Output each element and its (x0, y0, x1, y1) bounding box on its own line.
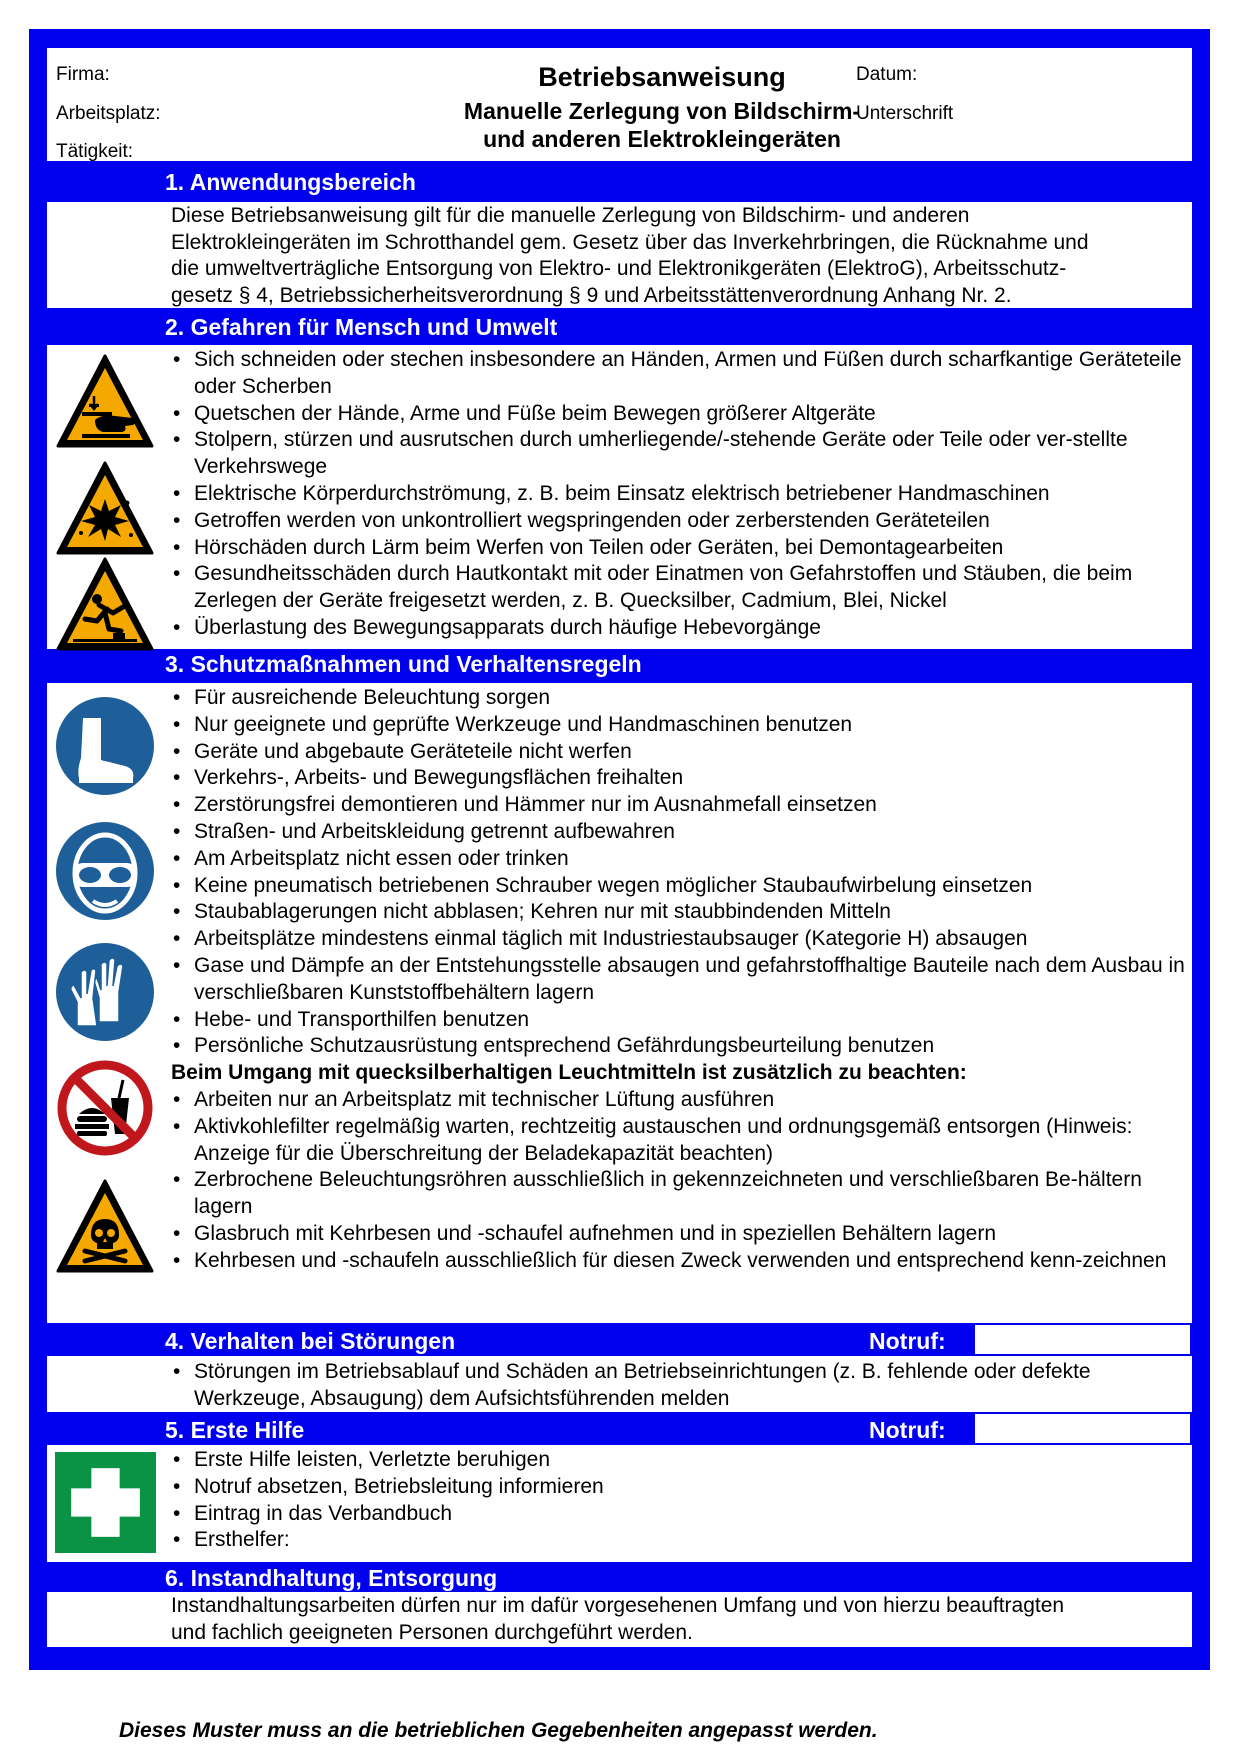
protective-gloves-mandatory-icon (55, 942, 155, 1042)
no-eating-drinking-icon (55, 1058, 155, 1158)
list-item: • Verkehrs-, Arbeits- und Bewegungsflächen freihalten (171, 765, 1186, 792)
list-item: • Straßen- und Arbeitskleidung getrennt aufbewahren (171, 819, 1186, 846)
list-item: • Getroffen werden von unkontrolliert wegspringenden oder zerberstenden Geräteteilen (171, 508, 1186, 535)
list-item: • Aktivkohlefilter regelmäßig warten, rechtzeitig austauschen und ordnungsgemäß entsorgen (Hinweis: Anzeige für die Überschreitung der Beladekapazität beachten) (171, 1114, 1186, 1168)
safety-boots-mandatory-icon (55, 696, 155, 796)
arbeitsplatz-label: Arbeitsplatz: (56, 103, 161, 124)
list-item: • Staubablagerungen nicht abblasen; Kehren nur mit staubbindenden Mitteln (171, 899, 1186, 926)
notruf-label: Notruf: (869, 1417, 946, 1443)
list-item: • Gesundheitsschäden durch Hautkontakt mit oder Einatmen von Gefahrstoffen und Stäuben, die beim Zerlegen der Geräte freigesetzt werden, z. B. Quecksilber, Cadmium, Blei, Nickel (171, 561, 1186, 615)
section-5-heading: 5. Erste Hilfe (165, 1417, 305, 1443)
trip-hazard-warning-icon (55, 555, 155, 655)
list-item: • Nur geeignete und geprüfte Werkzeuge und Handmaschinen benutzen (171, 712, 1186, 739)
list-item: • Für ausreichende Beleuchtung sorgen (171, 685, 1186, 712)
list-item: • Am Arbeitsplatz nicht essen oder trinken (171, 846, 1186, 873)
section-6-text (171, 1593, 1186, 1646)
list-item: • Gase und Dämpfe an der Entstehungsstelle absaugen und gefahrstoffhaltige Bauteile nach dem Ausbau in verschließbaren Kunststoffbehältern lagern (171, 953, 1186, 1007)
list-item: • Persönliche Schutzausrüstung entsprechend Gefährdungsbeurteilung benutzen (171, 1033, 1186, 1060)
measures-list (171, 685, 1186, 1275)
list-item: • Arbeiten nur an Arbeitsplatz mit technischer Lüftung ausführen (171, 1087, 1186, 1114)
list-item: • Überlastung des Bewegungsapparats durch häufige Hebevorgänge (171, 615, 1186, 642)
hand-crush-warning-icon (55, 352, 155, 452)
list-item: • Eintrag in das Verbandbuch (171, 1501, 1186, 1528)
section-1-text (171, 203, 1186, 309)
section-6-heading: 6. Instandhaltung, Entsorgung (165, 1565, 498, 1591)
list-item: • Störungen im Betriebsablauf und Schäden an Betriebseinrichtungen (z. B. fehlende oder defekte Werkzeuge, Absaugung) dem Aufsichtsführenden melden (171, 1359, 1186, 1413)
toxic-warning-icon (55, 1177, 155, 1277)
notruf-label: Notruf: (869, 1328, 946, 1354)
section-1-heading: 1. Anwendungsbereich (165, 169, 416, 195)
first-aid-list (171, 1447, 1186, 1554)
list-item: • Elektrische Körperdurchströmung, z. B. beim Einsatz elektrisch betriebener Handmaschinen (171, 481, 1186, 508)
header-box (47, 48, 1192, 161)
list-item: • Hörschäden durch Lärm beim Werfen von Teilen oder Geräten, bei Demontagearbeiten (171, 535, 1186, 562)
safety-goggles-mandatory-icon (55, 821, 155, 921)
list-item: • Hebe- und Transporthilfen benutzen (171, 1007, 1186, 1034)
list-item: • Zerbrochene Beleuchtungsröhren ausschließlich in gekennzeichneten und verschließbaren Be-hältern lagern (171, 1167, 1186, 1221)
footer-note: Dieses Muster muss an die betrieblichen Gegebenheiten angepasst werden. (119, 1719, 878, 1742)
list-item: • Arbeitsplätze mindestens einmal täglich mit Industriestaubsauger (Kategorie H) absaugen (171, 926, 1186, 953)
section-1-line: Diese Betriebsanweisung gilt für die manuelle Zerlegung von Bildschirm- und anderen (171, 204, 970, 227)
section-6-line: Instandhaltungsarbeiten dürfen nur im dafür vorgesehenen Umfang und von hierzu beauftragten (171, 1594, 1065, 1617)
list-item: • Glasbruch mit Kehrbesen und -schaufel aufnehmen und in speziellen Behältern lagern (171, 1221, 1186, 1248)
list-item: • Ersthelfer: (171, 1527, 1186, 1554)
section-4-heading: 4. Verhalten bei Störungen (165, 1328, 456, 1354)
list-item: • Geräte und abgebaute Geräteteile nicht werfen (171, 739, 1186, 766)
first-aid-icon (55, 1452, 156, 1553)
list-item: • Erste Hilfe leisten, Verletzte beruhigen (171, 1447, 1186, 1474)
unterschrift-label: Unterschrift (856, 103, 954, 124)
list-item: • Kehrbesen und -schaufeln ausschließlich für diesen Zweck verwenden und entsprechend kenn-zeichnen (171, 1248, 1186, 1275)
list-item: • Notruf absetzen, Betriebsleitung informieren (171, 1474, 1186, 1501)
list-item: • Stolpern, stürzen und ausrutschen durch umherliegende/-stehende Geräte oder Teile oder ver-stellte Verkehrswege (171, 427, 1186, 481)
mercury-subheading: Beim Umgang mit quecksilberhaltigen Leuchtmitteln ist zusätzlich zu beachten: (171, 1061, 967, 1085)
list-item: • Quetschen der Hände, Arme und Füße beim Bewegen größerer Altgeräte (171, 401, 1186, 428)
document-title: Betriebsanweisung (538, 62, 786, 92)
notruf-field[interactable] (975, 1325, 1190, 1354)
section-2-heading: 2. Gefahren für Mensch und Umwelt (165, 314, 558, 340)
explosion-warning-icon (55, 459, 155, 559)
list-item: • Sich schneiden oder stechen insbesondere an Händen, Armen und Füßen durch scharfkantige Geräteteile oder Scherben (171, 347, 1186, 401)
incident-list (171, 1359, 1186, 1413)
document-subtitle-line2: und anderen Elektrokleingeräten (483, 126, 841, 152)
firma-label: Firma: (56, 64, 110, 85)
list-item: • Zerstörungsfrei demontieren und Hämmer nur im Ausnahmefall einsetzen (171, 792, 1186, 819)
section-1-line: die umweltverträgliche Entsorgung von Elektro- und Elektronikgeräten (ElektroG), Arbeitsschutz- (171, 257, 1067, 280)
list-item: • Keine pneumatisch betriebenen Schrauber wegen möglicher Staubaufwirbelung einsetzen (171, 873, 1186, 900)
hazard-list (171, 347, 1186, 642)
section-1-line: gesetz § 4, Betriebssicherheitsverordnung § 9 und Arbeitsstättenverordnung Anhang Nr. 2. (171, 283, 1012, 307)
taetigkeit-label: Tätigkeit: (56, 141, 134, 162)
section-6-line: und fachlich geeigneten Personen durchgeführt werden. (171, 1620, 693, 1644)
document-subtitle-line1: Manuelle Zerlegung von Bildschirm- (463, 98, 861, 124)
datum-label: Datum: (856, 64, 918, 85)
section-3-heading: 3. Schutzmaßnahmen und Verhaltensregeln (165, 651, 642, 677)
notruf-field[interactable] (975, 1414, 1190, 1443)
section-1-line: Elektrokleingeräten im Schrotthandel gem. Gesetz über das Inverkehrbringen, die Rücknahme und (171, 230, 1089, 254)
